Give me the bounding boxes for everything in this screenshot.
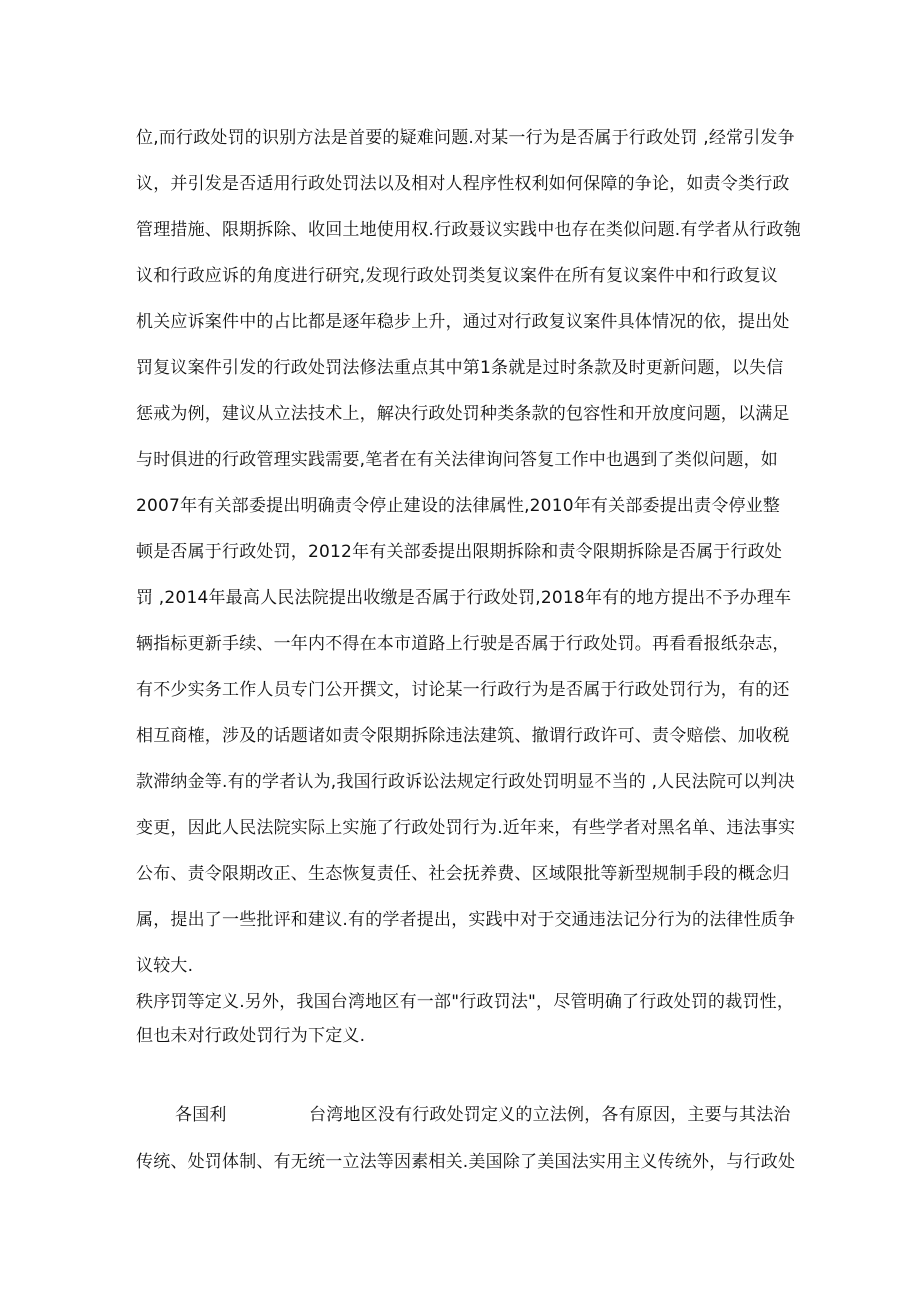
- paragraph-1-line-9: 2007年有关部委提出明确责令停止建设的法律属性,2010年有关部委提出责令停业整: [136, 496, 781, 516]
- paragraph-1-line-12: 辆指标更新手续、一年内不得在本市道路上行驶是否属于行政处罚。再看看报纸杂志，: [136, 634, 790, 654]
- paragraph-1-line-10: 顿是否属于行政处罚，2012年有关部委提出限期拆除和责令限期拆除是否属于行政处: [136, 542, 783, 562]
- paragraph-1-line-16: 变更，因此人民法院实际上实施了行政处罚行为.近年来，有些学者对黑名单、违法事实: [136, 818, 796, 838]
- paragraph-1-line-17: 公布、责令限期改正、生态恢复责任、社会抚养费、区域限批等新型规制手段的概念归: [136, 864, 790, 884]
- paragraph-1-line-2: 议，并引发是否适用行政处罚法以及相对人程序性权利如何保障的争论，如责令类行政: [136, 174, 790, 194]
- paragraph-1-line-11: 罚 ,2014年最高人民法院提出收缴是否属于行政处罚,2018年有的地方提出不予办理车: [136, 588, 792, 608]
- paragraph-1-line-7: 惩戒为例，建议从立法技术上，解决行政处罚种类条款的包容性和开放度问题，以满足: [136, 404, 790, 424]
- paragraph-3-line-1: 台湾地区没有行政处罚定义的立法例，各有原因，主要与其法治: [309, 1105, 791, 1125]
- paragraph-1-line-1: 位,而行政处罚的识别方法是首要的疑难问题.对某一行为是否属于行政处罚 ,经常引发争: [136, 128, 795, 148]
- paragraph-3-line-2: 传统、处罚体制、有无统一立法等因素相关.美国除了美国法实用主义传统外，与行政处: [136, 1152, 796, 1172]
- paragraph-3-lead: 各国利: [175, 1105, 227, 1125]
- paragraph-1-line-8: 与时俱进的行政管理实践需要,笔者在有关法律询问答复工作中也遇到了类似问题，如: [136, 450, 779, 470]
- paragraph-1-line-13: 有不少实务工作人员专门公开撰文，讨论某一行政行为是否属于行政处罚行为，有的还: [136, 680, 790, 700]
- paragraph-1-line-3: 管理措施、限期拆除、收回土地使用权.行政聂议实践中也存在类似问题.有学者从行政匏: [136, 220, 801, 240]
- paragraph-1-line-15: 款滞纳金等.有的学者认为,我国行政诉讼法规定行政处罚明显不当的 ,人民法院可以判决: [136, 772, 795, 792]
- paragraph-1-line-6: 罚复议案件引发的行政处罚法修法重点其中第1条就是过时条款及时更新问题，以失信: [136, 358, 784, 378]
- paragraph-2-line-1: 秩序罚等定义.另外，我国台湾地区有一部"行政罚法"，尽管明确了行政处罚的裁罚性，: [136, 992, 795, 1012]
- paragraph-1-line-14: 相互商榷，涉及的话题诸如责令限期拆除违法建筑、撤谓行政许可、责令赔偿、加收税: [136, 726, 790, 746]
- paragraph-1-line-5: 机关应诉案件中的占比都是逐年稳步上升，通过对行政复议案件具体情况的依，提出处: [136, 312, 790, 332]
- paragraph-1-line-19: 议较大.: [136, 956, 194, 976]
- paragraph-1-line-4: 议和行政应诉的角度进行研究,发现行政处罚类复议案件在所有复议案件中和行政复议: [136, 266, 779, 286]
- paragraph-1-line-18: 属，提出了一些批评和建议.有的学者提出，实践中对于交通违法记分行为的法律性质争: [136, 910, 796, 930]
- paragraph-2-line-2: 但也未对行政处罚行为下定义.: [136, 1026, 366, 1046]
